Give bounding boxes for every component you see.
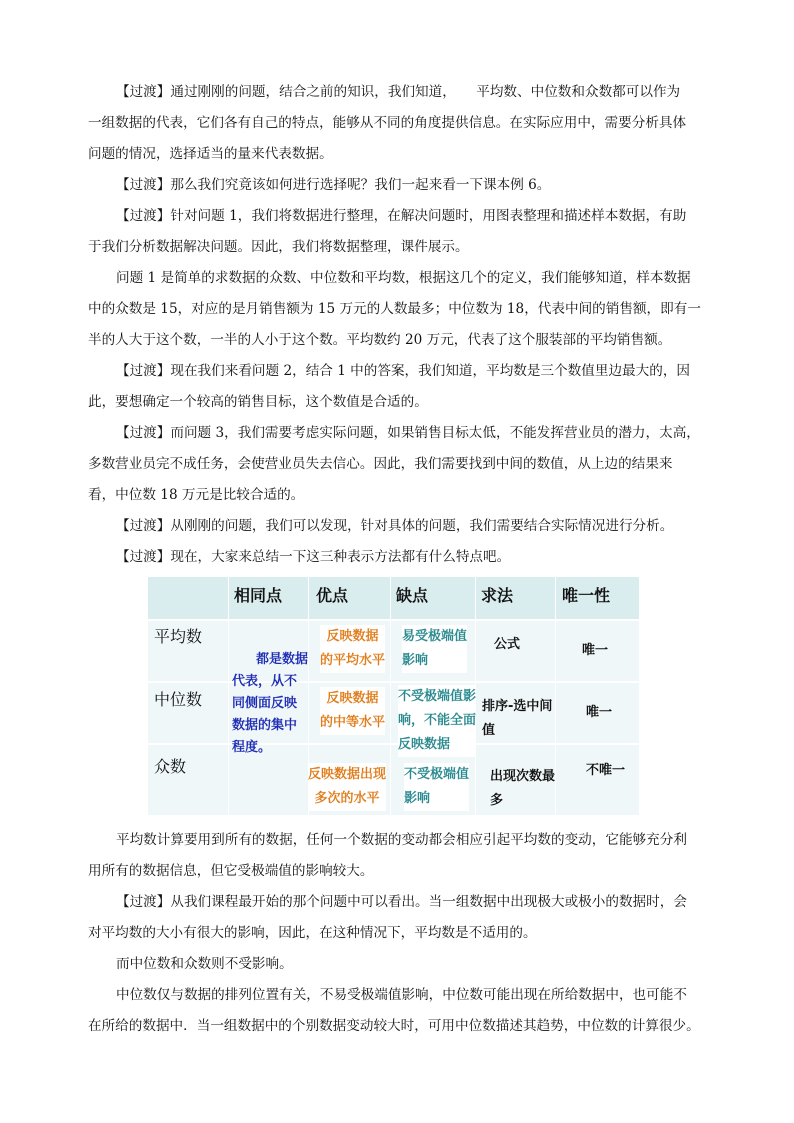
cell-line: 不受极端值影	[398, 689, 477, 704]
cell-line: 反映数据	[326, 629, 379, 644]
cell-line: 的中等水平	[320, 715, 386, 730]
table-header: 求法	[481, 586, 514, 605]
paragraph-line: 【过渡】通过刚刚的问题，结合之前的知识，我们知道， 平均数、中位数和众数都可以作为	[116, 84, 681, 100]
paragraph-line: 问题的情况，选择适当的量来代表数据。	[88, 146, 333, 162]
table-header: 唯一性	[562, 586, 611, 605]
table-header: 相同点	[234, 586, 283, 605]
table-row-label: 平均数	[154, 627, 203, 646]
method-cell	[494, 633, 520, 657]
paragraph-line: 平均数计算要用到所有的数据，任何一个数据的变动都会相应引起平均数的变动，它能够充分利	[116, 832, 687, 848]
advantage-cell	[402, 625, 467, 673]
cell-line: 出现次数最	[490, 769, 556, 784]
table-header: 缺点	[396, 586, 429, 605]
table-row-bg	[148, 619, 639, 681]
paragraph-line: 此，要想确定一个较高的销售目标，这个数值是合适的。	[88, 394, 428, 410]
paragraph-line: 半的人大于这个数，一半的人小于这个数。平均数约 20 万元，代表了这个服装部的平均销售额。	[88, 332, 672, 348]
advantage-cell	[320, 625, 385, 673]
common-line: 数据的集中	[232, 718, 298, 733]
cell-line: 易受极端值	[402, 629, 468, 644]
table-row-divider	[148, 681, 639, 683]
cell-line: 响，不能全面	[398, 713, 477, 728]
table-col-divider	[555, 577, 556, 815]
paragraph-line: 看，中位数 18 万元是比较合适的。	[88, 487, 305, 503]
uniqueness-cell: 唯一	[586, 705, 613, 720]
cell-line: 多	[490, 793, 504, 808]
paragraph-line: 在所给的数据中．当一组数据中的个别数据变动较大时，可用中位数描述其趋势，中位数的计算很少。	[88, 1018, 700, 1034]
paragraph-line: 【过渡】现在我们来看问题 2，结合 1 中的答案，我们知道，平均数是三个数值里边最大的，因	[116, 363, 691, 379]
cell-line: 值	[482, 723, 496, 738]
table-col-divider	[228, 577, 229, 815]
uniqueness-cell: 唯一	[582, 643, 609, 658]
summary-table	[148, 577, 639, 815]
cell-line: 反映数据出现	[308, 767, 387, 782]
method-cell	[490, 765, 555, 813]
paragraph-line: 【过渡】从刚刚的问题，我们可以发现，针对具体的问题，我们需要结合实际情况进行分析。	[116, 518, 674, 534]
paragraph-line: 多数营业员完不成任务，会使营业员失去信心。因此，我们需要找到中间的数值，从上边的结果来	[88, 456, 673, 472]
table-row-label: 中位数	[154, 690, 203, 709]
common-line: 同侧面反映	[232, 696, 298, 711]
method-cell	[482, 695, 552, 743]
cell-line: 不受极端值	[404, 767, 470, 782]
table-col-divider	[390, 577, 391, 815]
paragraph-line: 问题 1 是简单的求数据的众数、中位数和平均数，根据这几个的定义，我们能够知道，样本数据	[116, 270, 691, 286]
advantage-cell	[320, 687, 385, 735]
cell-line: 多次的水平	[314, 791, 380, 806]
paragraph-line: 用所有的数据信息，但它受极端值的影响较大。	[88, 863, 374, 879]
paragraph-line: 【过渡】而问题 3，我们需要考虑实际问题，如果销售目标太低，不能发挥营业员的潜力，太高，	[116, 425, 700, 441]
table-row-label: 众数	[154, 757, 187, 776]
paragraph-line: 【过渡】现在，大家来总结一下这三种表示方法都有什么特点吧。	[116, 549, 511, 565]
advantage-cell	[404, 763, 469, 811]
common-line: 程度。	[232, 740, 272, 755]
common-cell	[230, 647, 310, 761]
table-row-divider	[148, 743, 639, 745]
common-line: 都是数据	[255, 652, 308, 667]
advantage-cell	[308, 763, 386, 811]
cell-line: 反映数据	[398, 737, 451, 752]
paragraph-line: 【过渡】针对问题 1，我们将数据进行整理，在解决问题时，用图表整理和描述样本数据，有助	[116, 208, 687, 224]
table-row-bg	[148, 681, 639, 743]
table-header: 优点	[316, 586, 349, 605]
paragraph-line: 对平均数的大小有很大的影响，因此，在这种情况下，平均数是不适用的。	[88, 925, 537, 941]
cell-line: 公式	[494, 637, 521, 652]
paragraph-line: 而中位数和众数则不受影响。	[116, 956, 293, 972]
cell-line: 排序-选中间	[482, 699, 553, 714]
paragraph-line: 【过渡】从我们课程最开始的那个问题中可以看出。当一组数据中出现极大或极小的数据时，会	[116, 894, 687, 910]
table-row-bg	[148, 743, 639, 815]
paragraph-line: 中位数仅与数据的排列位置有关，不易受极端值影响，中位数可能出现在所给数据中，也可能不	[116, 987, 687, 1003]
paragraph-line: 于我们分析数据解决问题。因此，我们将数据整理，课件展示。	[88, 239, 469, 255]
cell-line: 反映数据	[326, 691, 379, 706]
paragraph-line: 一组数据的代表，它们各有自己的特点，能够从不同的角度提供信息。在实际应用中，需要分析具体	[88, 115, 687, 131]
uniqueness-cell: 不唯一	[586, 763, 626, 778]
cell-line: 的平均水平	[320, 653, 386, 668]
cell-line: 影响	[402, 653, 429, 668]
paragraph-line: 中的众数是 15，对应的是月销售额为 15 万元的人数最多；中位数为 18，代表中间的销售额，即有一	[88, 301, 701, 317]
common-line: 代表，从不	[232, 674, 298, 689]
cell-line: 影响	[404, 791, 431, 806]
advantage-cell	[398, 685, 476, 757]
paragraph-line: 【过渡】那么我们究竟该如何进行选择呢？我们一起来看一下课本例 6。	[116, 177, 551, 193]
table-row-divider	[148, 619, 639, 621]
